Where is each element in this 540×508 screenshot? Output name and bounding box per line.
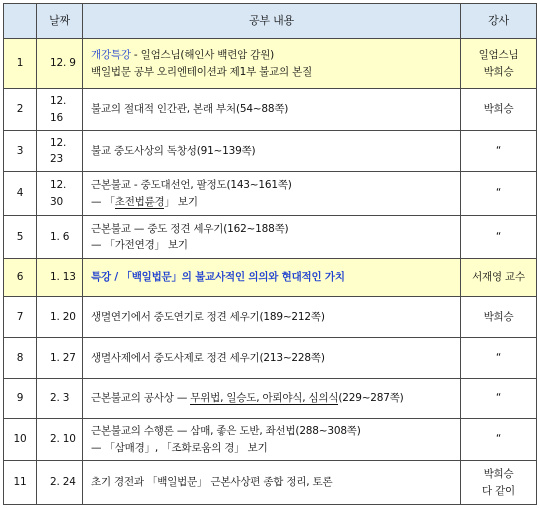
- row-num: 9: [4, 379, 37, 419]
- table-row: [4, 39, 537, 89]
- lecturer-line-2: 다 같이: [482, 484, 515, 497]
- row-lecturer: [461, 461, 537, 505]
- table-row: [4, 379, 537, 419]
- header-row: [4, 4, 537, 39]
- content-line-2: — 「삼매경」, 「조화로움의 경」 보기: [91, 441, 268, 454]
- row-lecturer: 박희승: [461, 297, 537, 338]
- row-num: 2: [4, 89, 37, 131]
- row-content: 근본불교의 공사상 — 무위법, 일승도, 아뢰야식, 심의식(229~287쪽): [83, 379, 461, 419]
- row-date: 2. 10: [37, 419, 83, 461]
- row-num: 8: [4, 338, 37, 379]
- row-lecturer: “: [461, 379, 537, 419]
- special-lecture-text: 특강 / 「백일법문」의 불교사적인 의의와 현대적인 가치: [91, 271, 345, 284]
- underlined-text: 초전법륜경: [114, 195, 165, 208]
- row-date: 1. 27: [37, 338, 83, 379]
- row-lecturer: [461, 39, 537, 89]
- row-date: 12. 23: [37, 131, 83, 172]
- row-content: 불교의 절대적 인간관, 본래 부처(54~88쪽): [83, 89, 461, 131]
- content-line-2: 백일법문 공부 오리엔테이션과 제1부 불교의 본질: [91, 65, 313, 78]
- row-content: [83, 419, 461, 461]
- table-row: [4, 461, 537, 505]
- content-line-1: 근본불교의 수행론 — 삼매, 좋은 도반, 좌선법(288~308쪽): [91, 425, 361, 438]
- row-content: 불교 중도사상의 독창성(91~139쪽): [83, 131, 461, 172]
- header-date: 날짜: [37, 4, 83, 39]
- table-row: [4, 89, 537, 131]
- schedule-table: [3, 3, 537, 505]
- row-num: 10: [4, 419, 37, 461]
- row-content: [83, 172, 461, 216]
- row-lecturer: “: [461, 172, 537, 216]
- row-num: 1: [4, 39, 37, 89]
- row-num: 3: [4, 131, 37, 172]
- row-lecturer: “: [461, 419, 537, 461]
- row-content: 생멸사제에서 중도사제로 정견 세우기(213~228쪽): [83, 338, 461, 379]
- row-num: 7: [4, 297, 37, 338]
- row-content: [83, 39, 461, 89]
- row-date: 12. 9: [37, 39, 83, 89]
- content-line-2: — 「가전연경」 보기: [91, 239, 188, 251]
- row-date: 2. 24: [37, 461, 83, 505]
- header-num: [4, 4, 37, 39]
- row-lecturer: 서재영 교수: [461, 259, 537, 297]
- table-row: [4, 419, 537, 461]
- row-num: 5: [4, 216, 37, 259]
- row-date: 12. 30: [37, 172, 83, 216]
- row-lecturer: 박희승: [461, 89, 537, 131]
- content-line-1: 근본불교 — 중도 정견 세우기(162~188쪽): [91, 222, 289, 235]
- lecturer-line-1: 일엄스님: [478, 49, 519, 62]
- row-date: 1. 20: [37, 297, 83, 338]
- content-line-2: — 「초전법륜경」 보기: [91, 195, 198, 208]
- table-row: [4, 131, 537, 172]
- row-num: 4: [4, 172, 37, 216]
- row-lecturer: “: [461, 131, 537, 172]
- header-lecturer: 강사: [461, 4, 537, 39]
- content-line-1: 근본불교 - 중도대선언, 팔정도(143~161쪽): [91, 179, 292, 192]
- table-row: [4, 297, 537, 338]
- row-date: 2. 3: [37, 379, 83, 419]
- row-num: 11: [4, 461, 37, 505]
- header-content: 공부 내용: [83, 4, 461, 39]
- row-date: 12. 16: [37, 89, 83, 131]
- lecturer-line-2: 박희승: [483, 65, 514, 78]
- table-row: [4, 259, 537, 297]
- row-num: 6: [4, 259, 37, 297]
- row-lecturer: “: [461, 338, 537, 379]
- underlined-text: 무위법, 일승도, 아뢰야식, 심의식: [190, 392, 339, 405]
- content-line-1: - 일엄스님(해인사 백련암 감원): [130, 49, 275, 62]
- table-row: [4, 172, 537, 216]
- table-row: [4, 338, 537, 379]
- row-content: [83, 216, 461, 259]
- lecturer-line-1: 박희승: [483, 468, 514, 481]
- row-date: 1. 6: [37, 216, 83, 259]
- row-content: 초기 경전과 「백일법문」 근본사상편 종합 정리, 토론: [83, 461, 461, 505]
- special-lecture-label: 개강특강: [91, 49, 131, 62]
- row-lecturer: “: [461, 216, 537, 259]
- table-row: [4, 216, 537, 259]
- row-date: 1. 13: [37, 259, 83, 297]
- row-content: 생멸연기에서 중도연기로 정견 세우기(189~212쪽): [83, 297, 461, 338]
- row-content: [83, 259, 461, 297]
